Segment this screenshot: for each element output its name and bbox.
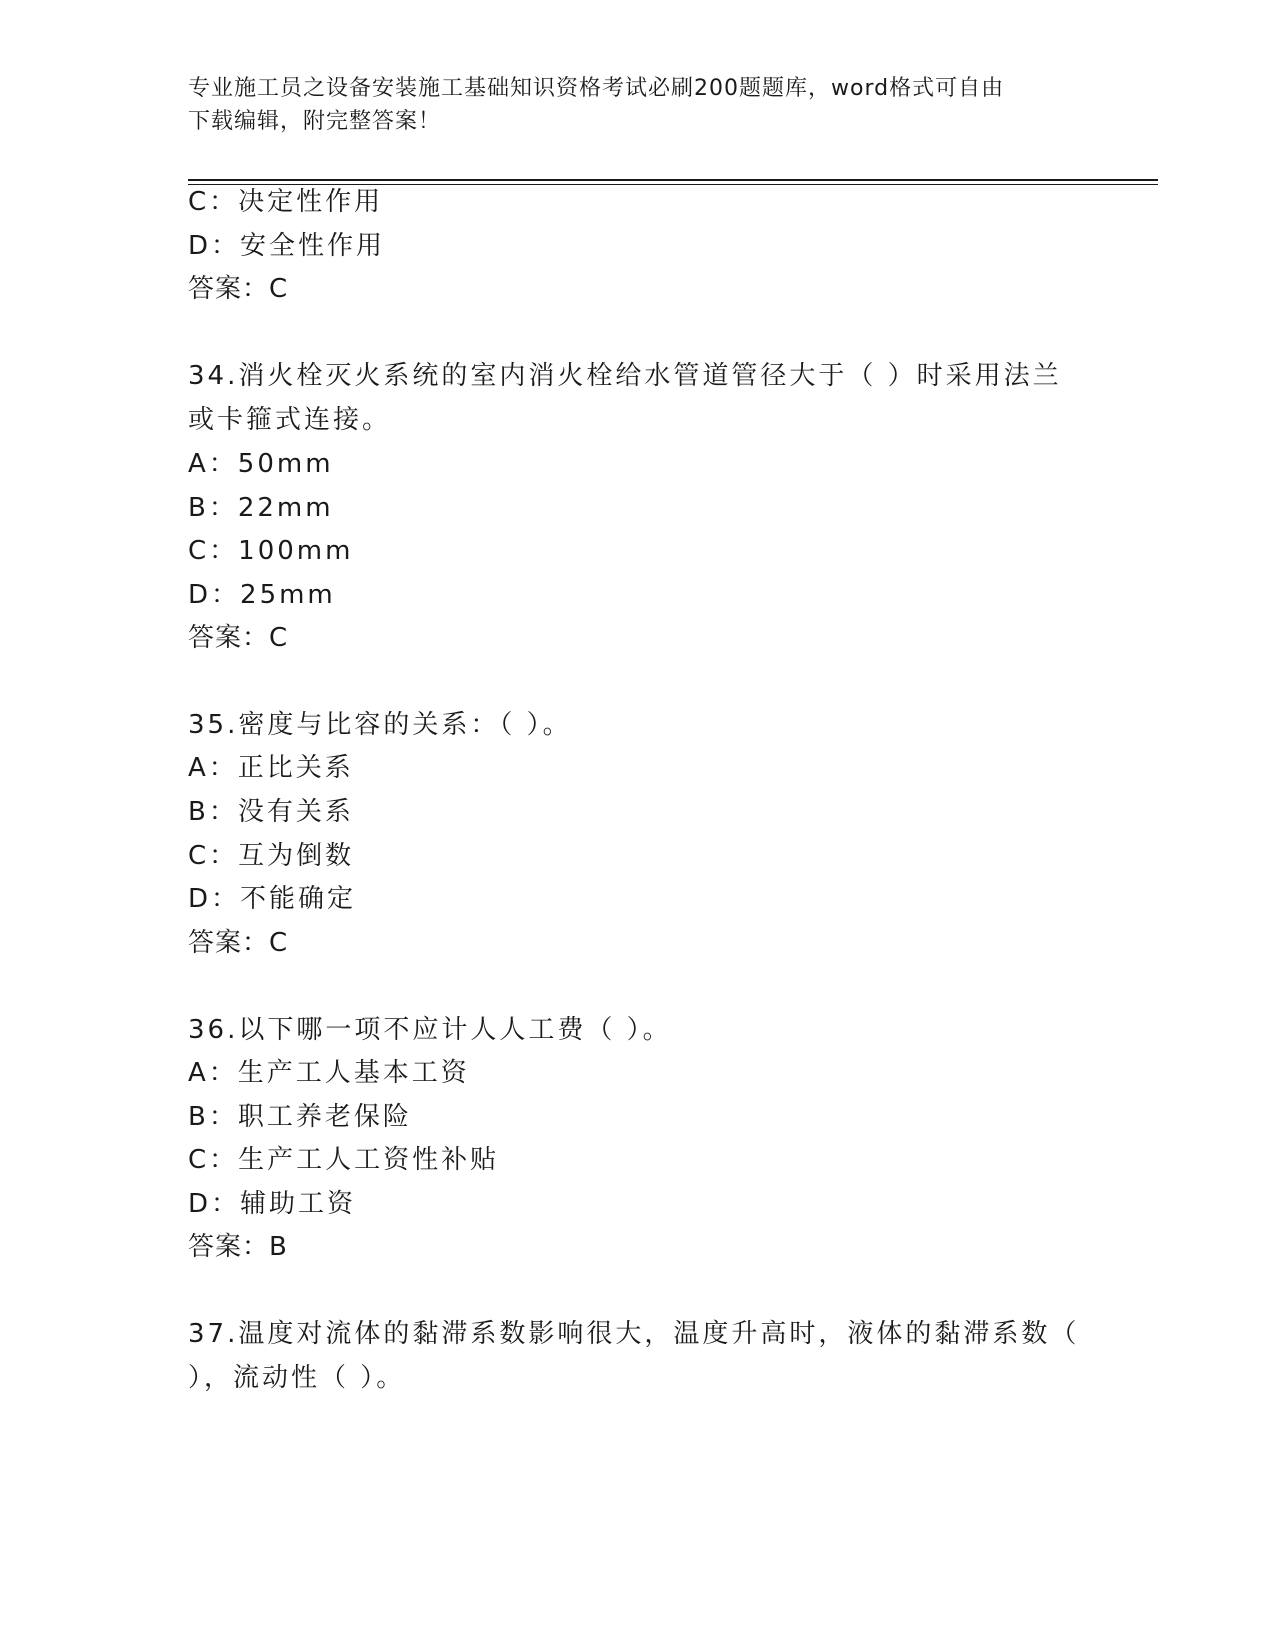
q37-stem-line-1: 37.温度对流体的黏滞系数影响很大，温度升高时，液体的黏滞系数（: [188, 1319, 1080, 1349]
q36-stem: 36.以下哪一项不应计人人工费（ ）。: [188, 1015, 672, 1045]
q34-answer: 答案：C: [188, 623, 289, 653]
prev-answer: 答案：C: [188, 274, 289, 304]
q35-option-d: D：不能确定: [188, 884, 357, 914]
q36-option-d: D：辅助工资: [188, 1189, 357, 1219]
q36-option-a: A：生产工人基本工资: [188, 1058, 470, 1088]
q34-option-a: A：50mm: [188, 449, 334, 479]
q36-option-b: B：职工养老保险: [188, 1102, 412, 1132]
q35-answer: 答案：C: [188, 928, 289, 958]
q35-option-c: C：互为倒数: [188, 841, 355, 871]
document-header: [188, 72, 1088, 138]
header-title-line-1: 专业施工员之设备安装施工基础知识资格考试必刷200题题库，word格式可自由: [188, 76, 1005, 101]
header-title-line-2: 下载编辑，附完整答案！: [188, 109, 442, 134]
q34-stem-line-2: 或卡箍式连接。: [188, 405, 392, 435]
prev-option-c: C：决定性作用: [188, 187, 384, 217]
q37-stem-line-2: ），流动性（ ）。: [188, 1363, 406, 1393]
prev-option-d: D：安全性作用: [188, 231, 386, 261]
header-divider: [188, 179, 1158, 185]
q35-option-a: A：正比关系: [188, 753, 354, 783]
q34-option-d: D：25mm: [188, 580, 336, 610]
q35-stem: 35.密度与比容的关系：（ ）。: [188, 710, 572, 740]
q34-stem-line-1: 34.消火栓灭火系统的室内消火栓给水管道管径大于（ ）时采用法兰: [188, 361, 1062, 391]
q35-option-b: B：没有关系: [188, 797, 354, 827]
q34-option-b: B：22mm: [188, 493, 334, 523]
q34-option-c: C：100mm: [188, 536, 354, 566]
q36-option-c: C：生产工人工资性补贴: [188, 1145, 500, 1175]
q36-answer: 答案：B: [188, 1232, 288, 1262]
